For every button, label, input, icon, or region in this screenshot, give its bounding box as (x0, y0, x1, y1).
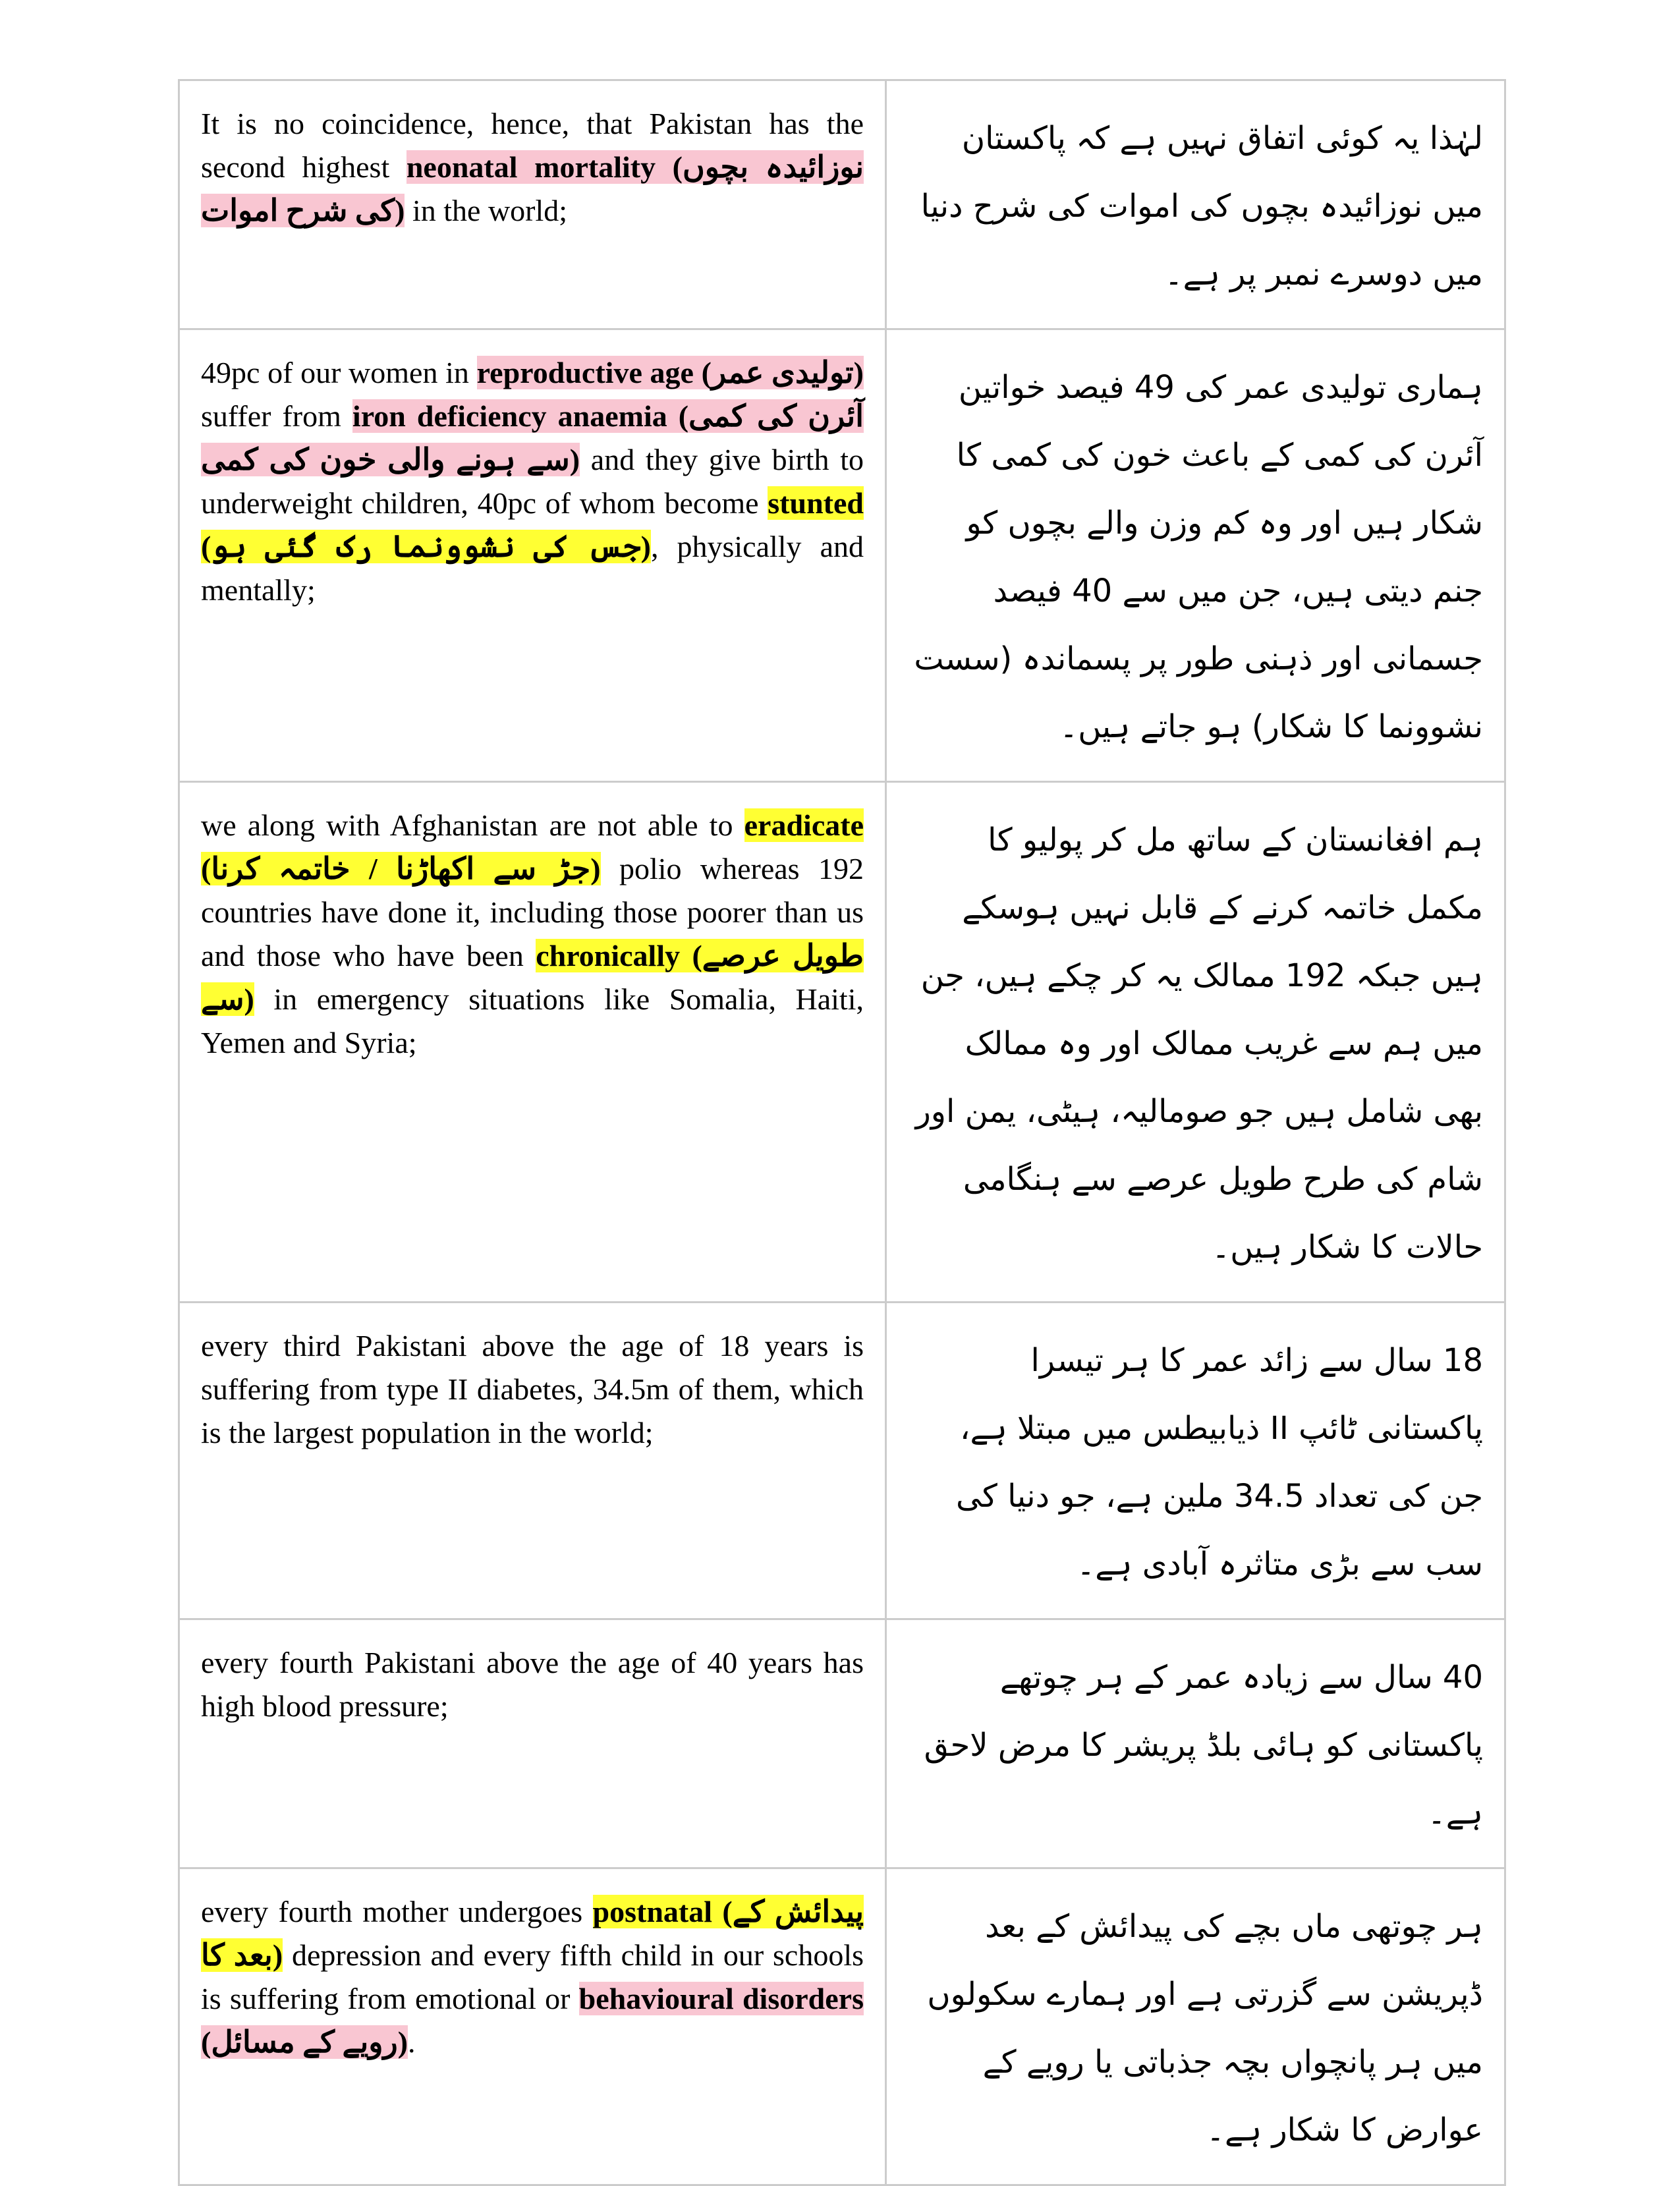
highlighted-term: reproductive age (تولیدی عمر) (476, 356, 864, 389)
english-text: , physically and mentally; (201, 530, 864, 607)
table-body (179, 80, 1505, 2185)
english-text: every third Pakistani above the age of 18 years is suffering from type II diabetes, 34.5m of them, which is the largest population in the world; (201, 1329, 864, 1449)
english-cell (179, 329, 886, 782)
english-text: suffer from (201, 399, 352, 433)
english-text: we along with Afghanistan are not able to (201, 808, 744, 842)
urdu-cell (886, 1303, 1505, 1619)
english-cell (179, 1619, 886, 1868)
english-text: every fourth Pakistani above the age of 40 years has high blood pressure; (201, 1646, 864, 1723)
english-text: in the world; (405, 194, 568, 227)
urdu-text: لہٰذا یہ کوئی اتفاق نہیں ہے کہ پاکستان میں نوزائیدہ بچوں کی اموات کی شرح دنیا میں دوسرے نمبر پر ہے۔ (920, 120, 1483, 293)
highlighted-term: postnatal (پیدائش کے بعد کا) (201, 1895, 864, 1972)
table-row (179, 1303, 1505, 1619)
table-row (179, 1619, 1505, 1868)
english-cell (179, 1303, 886, 1619)
table-row (179, 782, 1505, 1303)
english-text: 49pc of our women in (201, 356, 477, 389)
urdu-cell (886, 329, 1505, 782)
highlighted-term: iron deficiency anaemia (آئرن کی کمی سے ہونے والی خون کی کمی) (201, 399, 864, 476)
table-row (179, 329, 1505, 782)
english-text: depression and every fifth child in our schools is suffering from emotional or (201, 1938, 864, 2015)
english-text: in emergency situations like Somalia, Haiti, Yemen and Syria; (201, 982, 864, 1059)
urdu-cell (886, 1619, 1505, 1868)
english-cell (179, 1868, 886, 2185)
english-text: . (408, 2025, 416, 2059)
urdu-text: 40 سال سے زیادہ عمر کے ہر چوتھے پاکستانی کو ہائی بلڈ پریشر کا مرض لاحق ہے۔ (924, 1659, 1483, 1832)
urdu-text: ہم افغانستان کے ساتھ مل کر پولیو کا مکمل خاتمہ کرنے کے قابل نہیں ہوسکے ہیں جبکہ 192 ممالک یہ کر چکے ہیں، جن میں ہم سے غریب ممالک اور وہ ممالک بھی شامل ہیں جو صومالیہ، ہیٹی، یمن اور شام کی طرح طویل عرصے سے ہنگامی حالات کا شکار ہیں۔ (915, 822, 1483, 1266)
english-text: It is no coincidence, hence, that Pakistan has the second highest (201, 107, 864, 184)
highlighted-term: chronically (طویل عرصے سے) (201, 939, 864, 1016)
highlighted-term: eradicate (جڑ سے اکھاڑنا / خاتمہ کرنا) (201, 808, 864, 885)
highlighted-term: stunted (جس کی نشوونما رک گئی ہو) (201, 486, 864, 563)
urdu-text: ہماری تولیدی عمر کی 49 فیصد خواتین آئرن کی کمی کے باعث خون کی کمی کا شکار ہیں اور وہ کم وزن والے بچوں کو جنم دیتی ہیں، جن میں سے 40 فیصد جسمانی اور ذہنی طور پر پسماندہ (سست نشوونما کا شکار) ہو جاتے ہیں۔ (914, 369, 1483, 745)
english-text: polio whereas 192 countries have done it, including those poorer than us and those who have been (201, 852, 864, 972)
table-row (179, 1868, 1505, 2185)
english-cell (179, 782, 886, 1303)
urdu-cell (886, 1868, 1505, 2185)
english-text: and they give birth to underweight children, 40pc of whom become (201, 443, 864, 520)
urdu-cell (886, 80, 1505, 329)
bilingual-table (178, 79, 1506, 2186)
urdu-text: ہر چوتھی ماں بچے کی پیدائش کے بعد ڈپریشن سے گزرتی ہے اور ہمارے سکولوں میں ہر پانچواں بچہ جذباتی یا رویے کے عوارض کا شکار ہے۔ (927, 1908, 1483, 2148)
highlighted-term: neonatal mortality (نوزائیدہ بچوں کی شرح اموات) (201, 150, 864, 227)
english-cell (179, 80, 886, 329)
english-text: every fourth mother undergoes (201, 1895, 593, 1928)
urdu-cell (886, 782, 1505, 1303)
table-row (179, 80, 1505, 329)
urdu-text: 18 سال سے زائد عمر کا ہر تیسرا پاکستانی ٹائپ II ذیابیطس میں مبتلا ہے، جن کی تعداد 34.5 ملین ہے، جو دنیا کی سب سے بڑی متاثرہ آبادی ہے۔ (956, 1342, 1483, 1583)
highlighted-term: behavioural disorders (رویے کے مسائل) (201, 1982, 864, 2059)
